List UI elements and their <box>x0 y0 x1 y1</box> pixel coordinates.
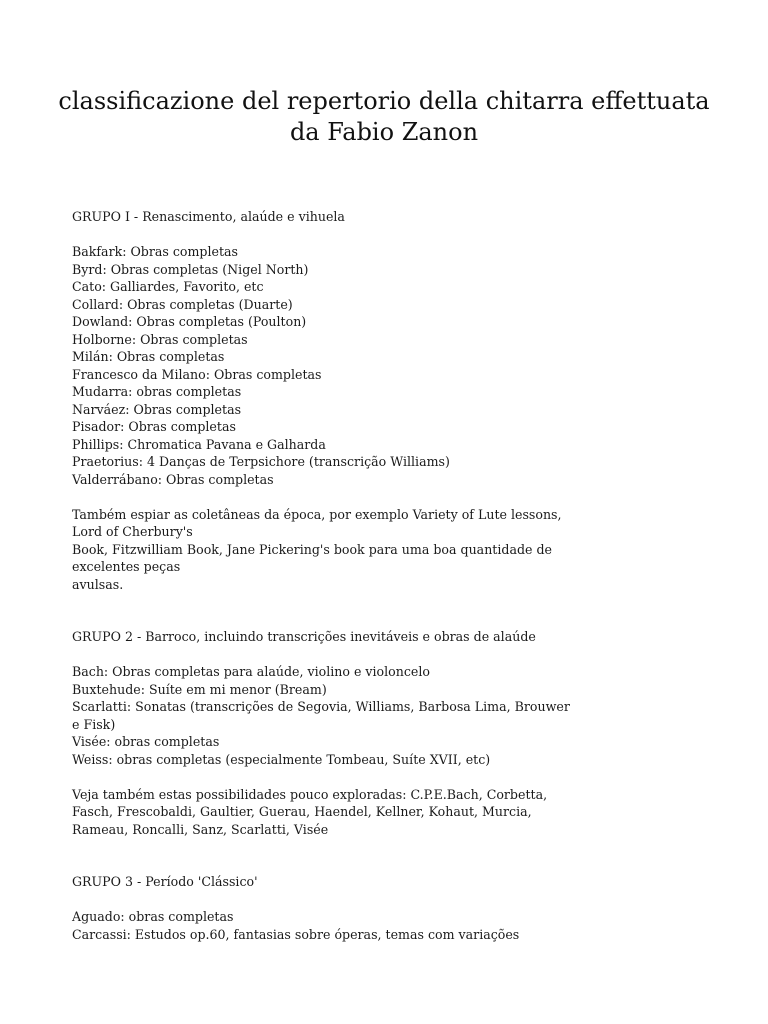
group3-item: Aguado: obras completas <box>72 909 234 924</box>
group1-note-line: Também espiar as coletâneas da época, por exemplo Variety of Lute lessons, <box>72 506 562 522</box>
group2-item: e Fisk) <box>72 716 116 732</box>
group1-item: Holborne: Obras completas <box>72 331 248 347</box>
group2-item: Visée: obras completas <box>72 734 220 749</box>
group2-note-line: Fasch, Frescobaldi, Gaultier, Guerau, Haendel, Kellner, Kohaut, Murcia, <box>72 804 532 819</box>
group2-note-line: Rameau, Roncalli, Sanz, Scarlatti, Visée <box>72 821 329 837</box>
group1-item: Mudarra: obras completas <box>72 384 242 399</box>
group1-note-line: Book, Fitzwilliam Book, Jane Pickering's book para uma boa quantidade de <box>72 541 552 557</box>
group1-item: Pisador: Obras completas <box>72 419 236 434</box>
group1-item: Phillips: Chromatica Pavana e Galharda <box>72 436 326 452</box>
group1-item: Milán: Obras completas <box>72 349 225 364</box>
group1-item: Valderrábano: Obras completas <box>72 471 274 487</box>
group1-item: Praetorius: 4 Danças de Terpsichore (transcrição Williams) <box>72 454 450 469</box>
group1-item: Narváez: Obras completas <box>72 401 242 417</box>
group1-item: Bakfark: Obras completas <box>72 244 238 259</box>
group1-note-line: excelentes peças <box>72 559 181 574</box>
group2-heading: GRUPO 2 - Barroco, incluindo transcrições inevitáveis e obras de alaúde <box>72 629 536 644</box>
title-line-1: classificazione del repertorio della chitarra effettuata <box>58 87 710 115</box>
group1-item: Cato: Galliardes, Favorito, etc <box>72 279 264 294</box>
group1-heading: GRUPO I - Renascimento, alaúde e vihuela <box>72 209 345 224</box>
group1-item: Dowland: Obras completas (Poulton) <box>72 314 307 329</box>
title-line-2: da Fabio Zanon <box>289 118 479 146</box>
group2-item: Weiss: obras completas (especialmente Tombeau, Suíte XVII, etc) <box>72 751 491 767</box>
group2-item: Scarlatti: Sonatas (transcrições de Segovia, Williams, Barbosa Lima, Brouwer <box>72 699 570 714</box>
group1-item: Byrd: Obras completas (Nigel North) <box>72 261 309 277</box>
document-title <box>0 86 768 148</box>
group1-item: Collard: Obras completas (Duarte) <box>72 296 293 312</box>
group2-note-line: Veja também estas possibilidades pouco exploradas: C.P.E.Bach, Corbetta, <box>72 786 548 802</box>
document-body <box>72 208 572 943</box>
group1-note-line: avulsas. <box>72 576 124 592</box>
group3-item: Carcassi: Estudos op.60, fantasias sobre óperas, temas com variações <box>72 926 520 942</box>
group1-note-line: Lord of Cherbury's <box>72 524 193 539</box>
group2-item: Bach: Obras completas para alaúde, violino e violoncelo <box>72 664 430 679</box>
group1-item: Francesco da Milano: Obras completas <box>72 366 322 382</box>
group3-heading: GRUPO 3 - Período 'Clássico' <box>72 874 258 889</box>
group2-item: Buxtehude: Suíte em mi menor (Bream) <box>72 681 327 697</box>
